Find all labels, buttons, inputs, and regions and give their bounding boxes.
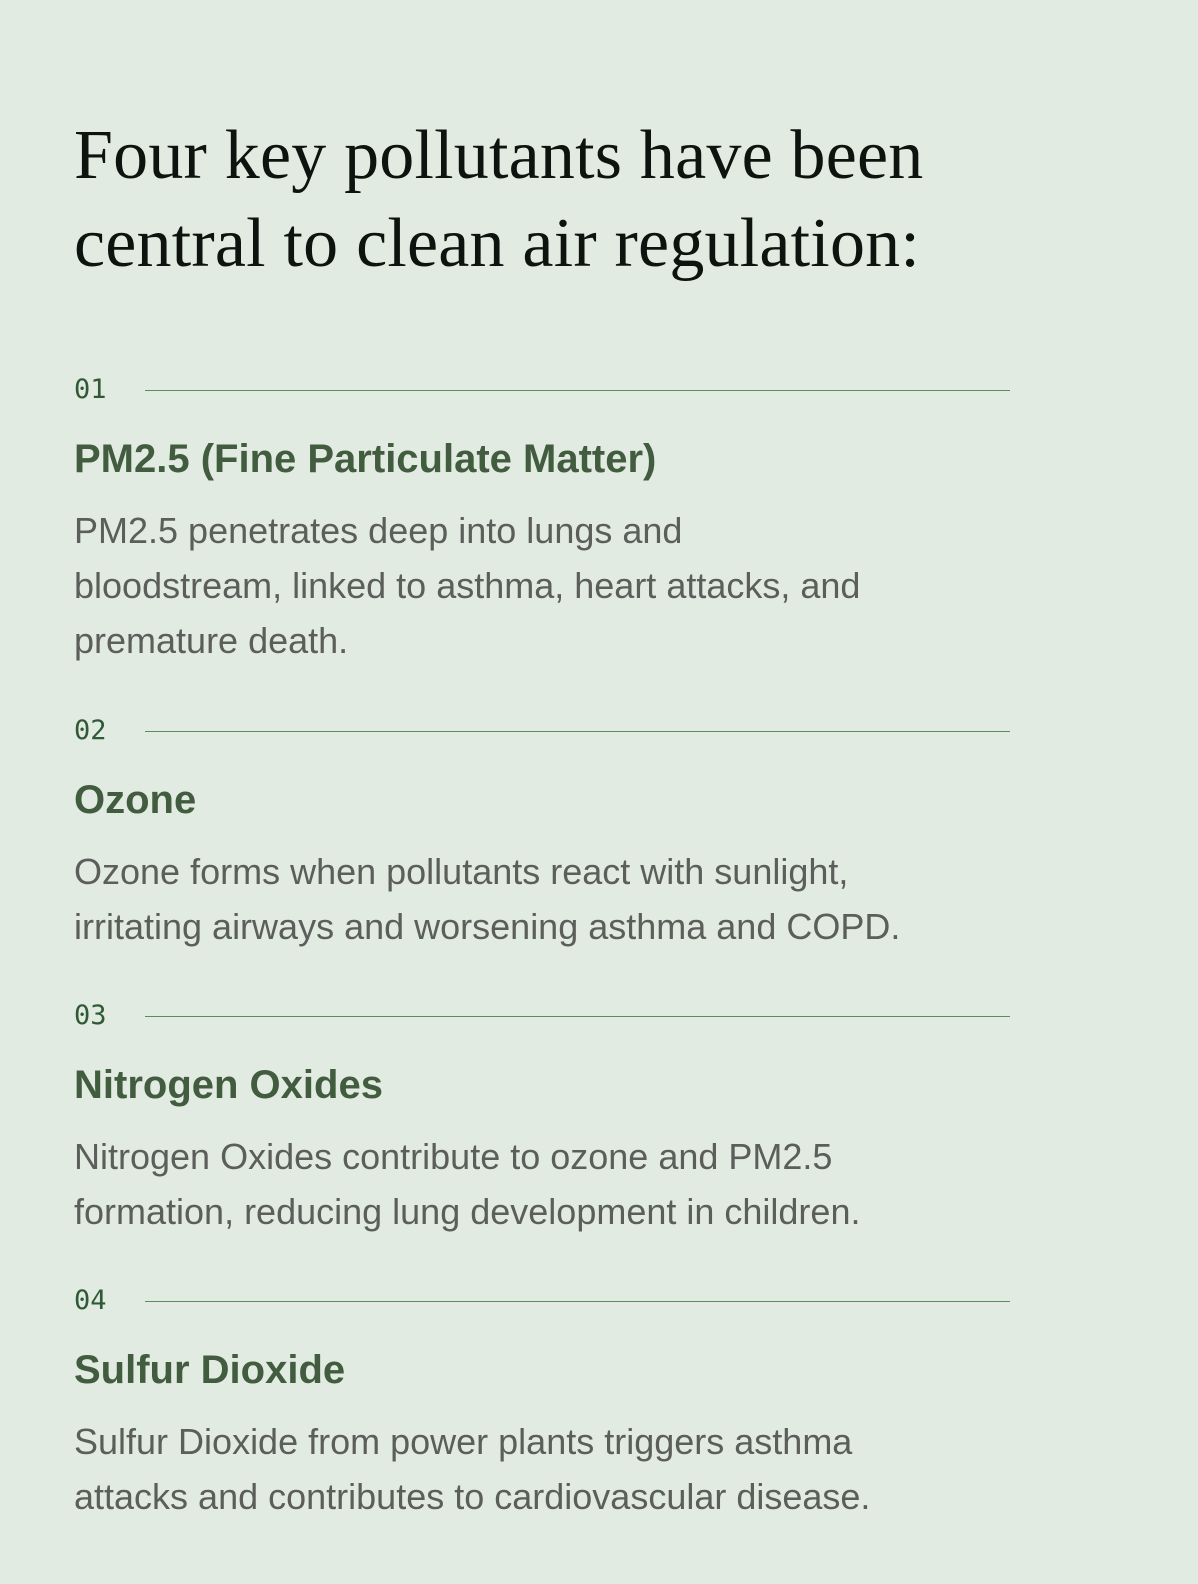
item-description xyxy=(74,1129,1034,1239)
description-line: premature death. xyxy=(74,620,349,661)
description-line: Ozone forms when pollutants react with sunlight, xyxy=(74,851,849,892)
item-description xyxy=(74,844,1034,954)
page-title xyxy=(74,112,1034,288)
pollutant-item-sulfur-dioxide xyxy=(74,1285,1034,1517)
page-title-line-2: central to clean air regulation: xyxy=(74,205,920,282)
pollutant-item-ozone xyxy=(74,715,1034,947)
description-line: Nitrogen Oxides contribute to ozone and PM2.5 xyxy=(74,1136,833,1177)
item-number: 01 xyxy=(74,374,107,405)
item-header xyxy=(74,716,1034,746)
item-title: Ozone xyxy=(74,778,197,822)
description-line: PM2.5 penetrates deep into lungs and xyxy=(74,510,683,551)
item-description xyxy=(74,1414,1034,1524)
item-number: 03 xyxy=(74,1000,107,1031)
item-number: 04 xyxy=(74,1285,107,1316)
item-header xyxy=(74,375,1034,405)
divider-line xyxy=(145,1016,1010,1017)
divider-line xyxy=(145,731,1010,732)
pollutant-item-pm25 xyxy=(74,374,1034,661)
description-line: irritating airways and worsening asthma and COPD. xyxy=(74,906,901,947)
page-title-line-1: Four key pollutants have been xyxy=(74,117,924,194)
item-title: Sulfur Dioxide xyxy=(74,1348,346,1392)
divider-line xyxy=(145,390,1010,391)
description-line: bloodstream, linked to asthma, heart attacks, and xyxy=(74,565,861,606)
description-line: Sulfur Dioxide from power plants triggers asthma xyxy=(74,1421,853,1462)
pollutant-item-nitrogen-oxides xyxy=(74,1000,1034,1232)
item-description xyxy=(74,503,1034,668)
item-title: Nitrogen Oxides xyxy=(74,1063,383,1107)
item-header xyxy=(74,1286,1034,1316)
description-line: formation, reducing lung development in children. xyxy=(74,1191,861,1232)
item-header xyxy=(74,1001,1034,1031)
description-line: attacks and contributes to cardiovascular disease. xyxy=(74,1476,871,1517)
divider-line xyxy=(145,1301,1010,1302)
item-number: 02 xyxy=(74,715,107,746)
item-title: PM2.5 (Fine Particulate Matter) xyxy=(74,437,657,481)
